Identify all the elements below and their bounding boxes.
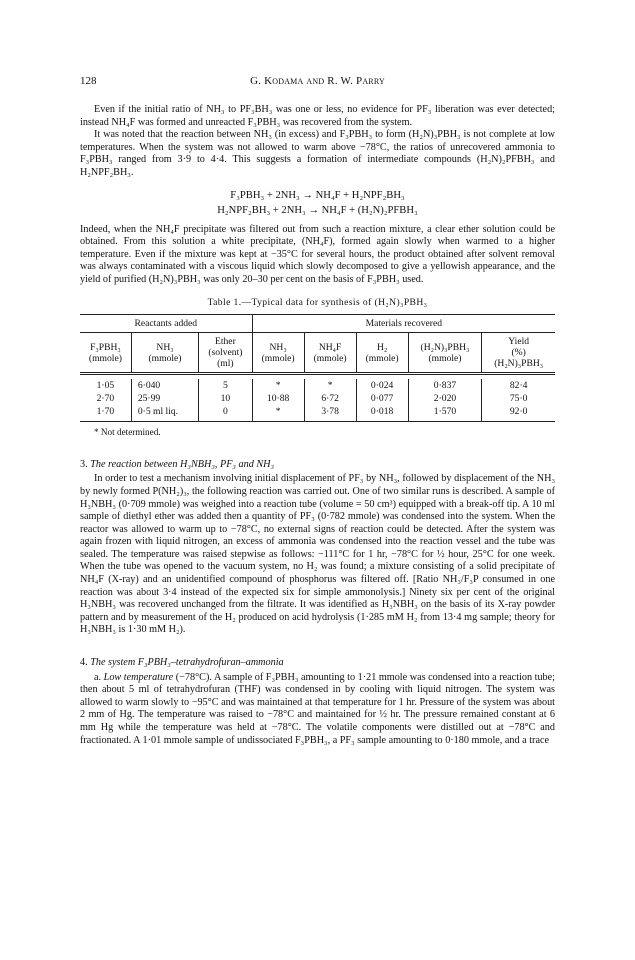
table-group-header-materials: Materials recovered <box>252 315 555 333</box>
data-table <box>80 314 555 422</box>
table-col-header: Yield (%) (H₂N)₃PBH₃ <box>482 333 555 374</box>
page-number: 128 <box>80 75 97 87</box>
paragraph: Even if the initial ratio of NH₃ to PF₃BH₃ was one or less, no evidence for PF₃ liberation was ever detected; instead NH₄F was formed and unreacted F₃PBH₃ was recovered from the system. <box>80 104 555 128</box>
equation: H₂NPF₂BH₃ + 2NH₃ → NH₄F + (H₂N)₂PFBH₃ <box>217 204 418 216</box>
equation: F₃PBH₃ + 2NH₃ → NH₄F + H₂NPF₂BH₃ <box>230 189 405 201</box>
table-col-header: Ether (solvent) (ml) <box>199 333 252 374</box>
table-footnote: * Not determined. <box>94 427 161 438</box>
table-col-header: F₃PBH₃ (mmole) <box>80 333 131 374</box>
section-heading: 3. The reaction between H₃NBH₃, PF₃ and NH₃ <box>80 458 275 470</box>
running-title: G. Kodama and R. W. Parry <box>250 75 385 87</box>
section-heading: 4. The system F₃PBH₃–tetrahydrofuran–ammonia <box>80 657 284 669</box>
table-group-header-reactants: Reactants added <box>80 315 252 333</box>
table-row: 2·70 25·99 10 10·88 6·72 0·077 2·020 75·0 <box>80 392 555 405</box>
page-header <box>80 75 555 91</box>
paragraph: Indeed, when the NH₄F precipitate was filtered out from such a reaction mixture, a clear ether solution could be obtained. From this solution a white precipitate, (NH₄F), formed again slowly when warmed to a higher temperature. Even if the mixture was kept at −35°C for several hours, the product obtained after solvent removal was always contaminated with a viscous liquid which slowly decomposed to give a yellowish appearance, and the yield of purified (H₂N)₃PBH₃ was only 20–30 per cent on the basis of F₃PBH₃ used. <box>80 223 555 285</box>
section-title: The system F₃PBH₃–tetrahydrofuran–ammonia <box>90 657 284 669</box>
subsection-title: Low temperature <box>103 671 174 683</box>
table-row: 1·70 0·5 ml liq. 0 * 3·78 0·018 1·570 92·0 <box>80 405 555 422</box>
section-4 <box>80 657 555 747</box>
table-col-header: H₂ (mmole) <box>356 333 408 374</box>
table-col-header: NH₃ (mmole) <box>131 333 198 374</box>
section-title: The reaction between H₃NBH₃, PF₃ and NH₃ <box>90 458 275 470</box>
paragraph: In order to test a mechanism involving initial displacement of PF₃ by NH₃, followed by displacement of the NH₃ by newly formed P(NH₂)₃, the following reaction was carried out. One of two similar runs is described. A sample of H₃NBH₃ (0·709 mmole) was weighed into a reaction tube (volume = 50 cm³) equipped with a break-off tip. A 10 ml sample of diethyl ether was added then a quantity of PF₃ (0·782 mmole) was condensed into the system. When the reactor was allowed to warm up to −78°C, no external signs of reaction could be detected. After the system was again frozen with liquid nitrogen, an excess of ammonia was condensed into the reaction vessel and the tube was sealed. The temperature was raised stepwise as follows: −111°C for 1 hr, −78°C for ½ hour, 25°C for one week. When the tube was opened to the vacuum system, no H₂ was found; a mixture consisting of a solid precipitate of NH₄F (X-ray) and an unidentified compound of phosphorus was filtered off. [Ratio NH₃/F₃P consumed in one reaction was about 3·4 instead of the expected six for simple ammonolysis.] Ninety six per cent of the original H₃NBH₃ was recovered unchanged from the filtrate. It was identified as H₃NBH₃ on the basis of its X-ray powder pattern and by measurement of the H₂ produced on acid hydrolysis (1·285 mM H₂ from 13·4 mg sample; theory for H₃NBH₃ is 1·30 mM H₂). <box>80 473 555 636</box>
equation-block <box>80 188 555 218</box>
table-row: 1·05 6·040 5 * * 0·024 0·837 82·4 <box>80 379 555 392</box>
table-title: Table 1.—Typical data for synthesis of (H₂N)₃PBH₃ <box>207 296 428 308</box>
table-col-header: NH₃ (mmole) <box>252 333 304 374</box>
table-col-header: (H₂N)₃PBH₃ (mmole) <box>408 333 482 374</box>
paragraph: a. Low temperature (−78°C). A sample of F₃PBH₃ amounting to 1·21 mmole was condensed into a reaction tube; then about 5 ml of tetrahydrofuran (THF) was condensed in by cooling with liquid nitrogen. The system was allowed to warm slowly to −95°C and was maintained at that temperature for 1 hr. Pressure of the system was about 2 mm of Hg. The temperature was raised to −78°C and maintained for ½ hr. The pressure remained constant at 6 mm Hg while the temperature was held at −78°C. The volatile components were distilled out at −78°C and fractionated. A 1·01 mmole sample of undissociated F₃PBH₃, a PF₃ sample amounting to 0·180 mmole, and a trace <box>80 671 555 746</box>
paragraph: It was noted that the reaction between NH₃ (in excess) and F₃PBH₃ to form (H₂N)₃PBH₃ is not complete at low temperatures. When the system was not allowed to warm above −78°C, the ratios of unrecovered ammonia to F₃PBH₃ ranged from 3·9 to 4·4. This suggests a formation of intermediate compounds (H₂N)₂PFBH₃ and H₂NPF₂BH₃. <box>80 129 555 178</box>
article-body <box>80 104 555 747</box>
table-col-header: NH₄F (mmole) <box>304 333 356 374</box>
section-3 <box>80 459 555 637</box>
